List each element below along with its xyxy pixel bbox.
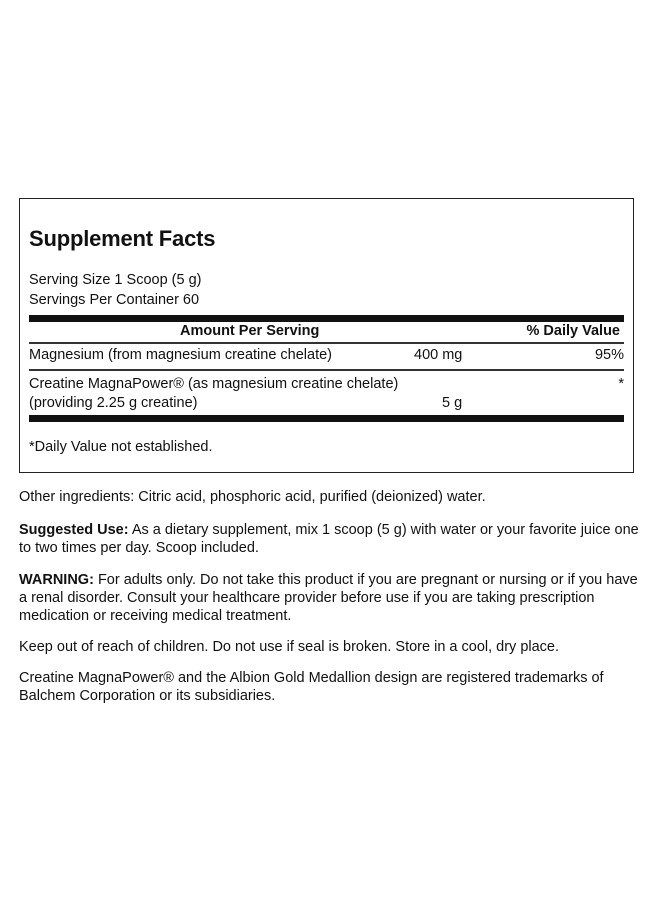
- header-daily-value: % Daily Value: [526, 323, 620, 339]
- header-amount-per-serving: Amount Per Serving: [180, 323, 320, 339]
- facts-title: Supplement Facts: [29, 226, 216, 251]
- ingredient-amount-magnesium: 400 mg: [414, 347, 463, 363]
- warning-label: WARNING:: [19, 572, 94, 588]
- thick-divider-bottom: [29, 415, 624, 422]
- other-ingredients: Other ingredients: Citric acid, phosphoric acid, purified (deionized) water.: [19, 489, 486, 505]
- divider-row: [29, 369, 624, 371]
- supplement-facts-panel: [19, 198, 634, 473]
- ingredient-dv-creatine: *: [618, 376, 624, 392]
- warning-text: For adults only. Do not take this product if you are pregnant or nursing or if you have a renal disorder. Consult your healthcare provider before use if you are taking prescription medication or receiving medical treatment.: [19, 572, 638, 624]
- ingredient-name-creatine: Creatine MagnaPower® (as magnesium creatine chelate): [29, 376, 399, 392]
- ingredient-dv-magnesium: 95%: [594, 347, 624, 363]
- trademark-notice: Creatine MagnaPower® and the Albion Gold Medallion design are registered trademarks of Balchem Corporation or its subsidiaries.: [19, 670, 604, 704]
- servings-per-container: Servings Per Container 60: [29, 292, 200, 308]
- storage-instructions: Keep out of reach of children. Do not use if seal is broken. Store in a cool, dry place.: [19, 639, 560, 655]
- suggested-use-text: As a dietary supplement, mix 1 scoop (5 g) with water or your favorite juice one to two times per day. Scoop included.: [19, 522, 639, 556]
- suggested-use-label: Suggested Use:: [19, 522, 129, 538]
- divider-header: [29, 342, 624, 344]
- ingredient-name-creatine-line2: (providing 2.25 g creatine): [29, 395, 198, 411]
- daily-value-footnote: *Daily Value not established.: [29, 439, 213, 455]
- warning: [19, 571, 639, 625]
- serving-size: Serving Size 1 Scoop (5 g): [29, 272, 202, 288]
- suggested-use: [19, 521, 639, 557]
- ingredient-name-magnesium: Magnesium (from magnesium creatine chelate): [29, 347, 333, 363]
- ingredient-amount-creatine: 5 g: [442, 395, 463, 411]
- thick-divider-top: [29, 315, 624, 322]
